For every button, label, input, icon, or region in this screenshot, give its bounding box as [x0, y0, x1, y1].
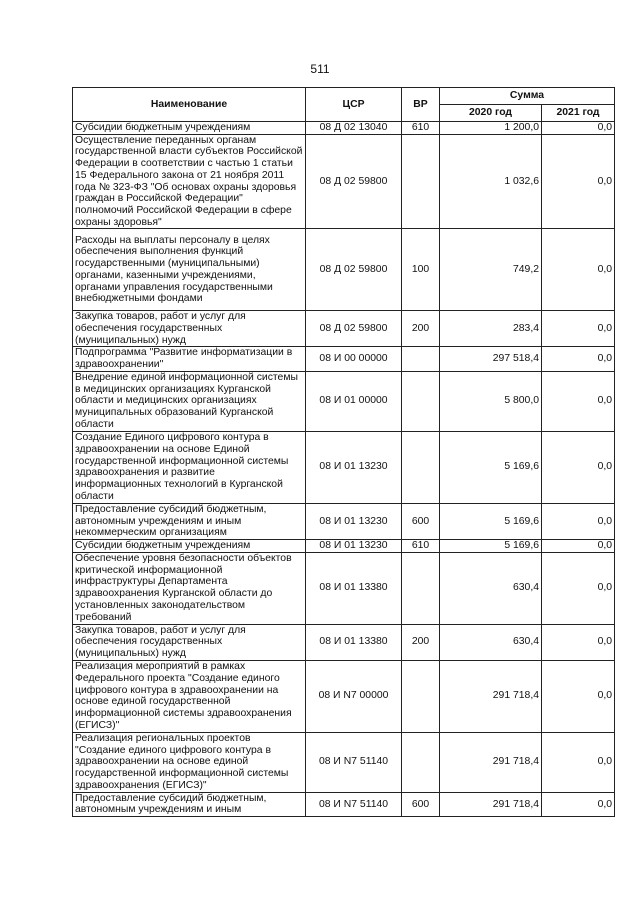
row-name: Предоставление субсидий бюджетным, автономным учреждениям и иным [73, 792, 306, 816]
table-row [73, 347, 615, 371]
row-amount-2020: 749,2 [440, 229, 542, 311]
row-csr: 08 И 01 00000 [306, 371, 402, 431]
row-amount-2020: 1 200,0 [440, 122, 542, 135]
row-vr: 100 [402, 229, 440, 311]
row-amount-2021: 0,0 [542, 431, 615, 503]
table-row [73, 134, 615, 229]
row-name: Создание Единого цифрового контура в здравоохранении на основе Единой государственной информационной системы здравоохранения и развитие информационных технологий в Курганской области [73, 431, 306, 503]
page-number: 511 [310, 62, 330, 76]
table-row [73, 792, 615, 816]
row-amount-2021: 0,0 [542, 229, 615, 311]
row-amount-2020: 630,4 [440, 552, 542, 624]
row-amount-2021: 0,0 [542, 792, 615, 816]
header-year-2021: 2021 год [542, 105, 615, 122]
row-csr: 08 И N7 51140 [306, 732, 402, 792]
row-amount-2021: 0,0 [542, 347, 615, 371]
row-amount-2020: 291 718,4 [440, 660, 542, 732]
row-name: Обеспечение уровня безопасности объектов критической информационной инфраструктуры Департамента здравоохранения Курганской области до установленных законодательством требований [73, 552, 306, 624]
row-amount-2020: 291 718,4 [440, 732, 542, 792]
row-name: Реализация мероприятий в рамках Федерального проекта "Создание единого цифрового контура в здравоохранении на основе единой государственной информационной системы здравоохранения (ЕГИСЗ)" [73, 660, 306, 732]
header-name: Наименование [73, 88, 306, 122]
row-amount-2020: 5 800,0 [440, 371, 542, 431]
row-name: Осуществление переданных органам государственной власти субъектов Российской Федерации в соответствии с частью 1 статьи 15 Федерального закона от 21 ноября 2011 года № 323-ФЗ "Об основах охраны здоровья граждан в Российской Федерации" полномочий Российской Федерации в сфере охраны здоровья" [73, 134, 306, 229]
row-amount-2020: 630,4 [440, 624, 542, 660]
row-csr: 08 И N7 00000 [306, 660, 402, 732]
table-row [73, 122, 615, 135]
row-vr [402, 134, 440, 229]
row-csr: 08 И 01 13380 [306, 552, 402, 624]
row-amount-2021: 0,0 [542, 371, 615, 431]
table-body [73, 122, 615, 817]
header-year-2020: 2020 год [440, 105, 542, 122]
table-row [73, 539, 615, 552]
table-row [73, 431, 615, 503]
header-vr: ВР [402, 88, 440, 122]
row-vr [402, 431, 440, 503]
row-csr: 08 Д 02 13040 [306, 122, 402, 135]
row-amount-2021: 0,0 [542, 503, 615, 539]
table-row [73, 229, 615, 311]
row-csr: 08 Д 02 59800 [306, 229, 402, 311]
row-name: Закупка товаров, работ и услуг для обеспечения государственных (муниципальных) нужд [73, 311, 306, 347]
row-vr: 600 [402, 792, 440, 816]
row-amount-2021: 0,0 [542, 134, 615, 229]
budget-table [72, 87, 615, 817]
row-name: Предоставление субсидий бюджетным, автономным учреждениям и иным некоммерческим организациям [73, 503, 306, 539]
row-vr [402, 660, 440, 732]
row-name: Подпрограмма "Развитие информатизации в здравоохранении" [73, 347, 306, 371]
row-vr [402, 347, 440, 371]
table-row [73, 660, 615, 732]
row-amount-2021: 0,0 [542, 539, 615, 552]
row-amount-2020: 5 169,6 [440, 431, 542, 503]
table-row [73, 552, 615, 624]
table-row [73, 311, 615, 347]
row-csr: 08 И 00 00000 [306, 347, 402, 371]
row-vr [402, 371, 440, 431]
row-vr: 200 [402, 311, 440, 347]
row-name: Закупка товаров, работ и услуг для обеспечения государственных (муниципальных) нужд [73, 624, 306, 660]
row-amount-2021: 0,0 [542, 122, 615, 135]
row-amount-2020: 291 718,4 [440, 792, 542, 816]
row-amount-2020: 297 518,4 [440, 347, 542, 371]
row-amount-2020: 283,4 [440, 311, 542, 347]
row-amount-2020: 5 169,6 [440, 503, 542, 539]
row-amount-2021: 0,0 [542, 732, 615, 792]
row-csr: 08 И 01 13380 [306, 624, 402, 660]
row-amount-2021: 0,0 [542, 624, 615, 660]
table-row [73, 624, 615, 660]
row-vr [402, 732, 440, 792]
row-amount-2021: 0,0 [542, 660, 615, 732]
header-csr: ЦСР [306, 88, 402, 122]
row-vr [402, 552, 440, 624]
row-vr: 610 [402, 539, 440, 552]
row-csr: 08 Д 02 59800 [306, 134, 402, 229]
row-name: Внедрение единой информационной системы в медицинских организациях Курганской области и медицинских организациях муниципальных образований Курганской области [73, 371, 306, 431]
row-vr: 600 [402, 503, 440, 539]
table-header [73, 88, 615, 122]
row-csr: 08 Д 02 59800 [306, 311, 402, 347]
row-name: Субсидии бюджетным учреждениям [73, 539, 306, 552]
row-name: Реализация региональных проектов "Создание единого цифрового контура в здравоохранении на основе единой государственной информационной системы здравоохранения (ЕГИСЗ)" [73, 732, 306, 792]
row-vr: 610 [402, 122, 440, 135]
row-name: Субсидии бюджетным учреждениям [73, 122, 306, 135]
table-row [73, 503, 615, 539]
header-sum: Сумма [440, 88, 615, 105]
row-amount-2020: 1 032,6 [440, 134, 542, 229]
table-row [73, 732, 615, 792]
row-amount-2020: 5 169,6 [440, 539, 542, 552]
row-vr: 200 [402, 624, 440, 660]
row-name: Расходы на выплаты персоналу в целях обеспечения выполнения функций государственными (муниципальными) органами, казенными учреждениями, органами управления государственными внебюджетными фондами [73, 229, 306, 311]
table-row [73, 371, 615, 431]
row-csr: 08 И N7 51140 [306, 792, 402, 816]
row-csr: 08 И 01 13230 [306, 539, 402, 552]
row-csr: 08 И 01 13230 [306, 503, 402, 539]
row-amount-2021: 0,0 [542, 311, 615, 347]
row-csr: 08 И 01 13230 [306, 431, 402, 503]
row-amount-2021: 0,0 [542, 552, 615, 624]
